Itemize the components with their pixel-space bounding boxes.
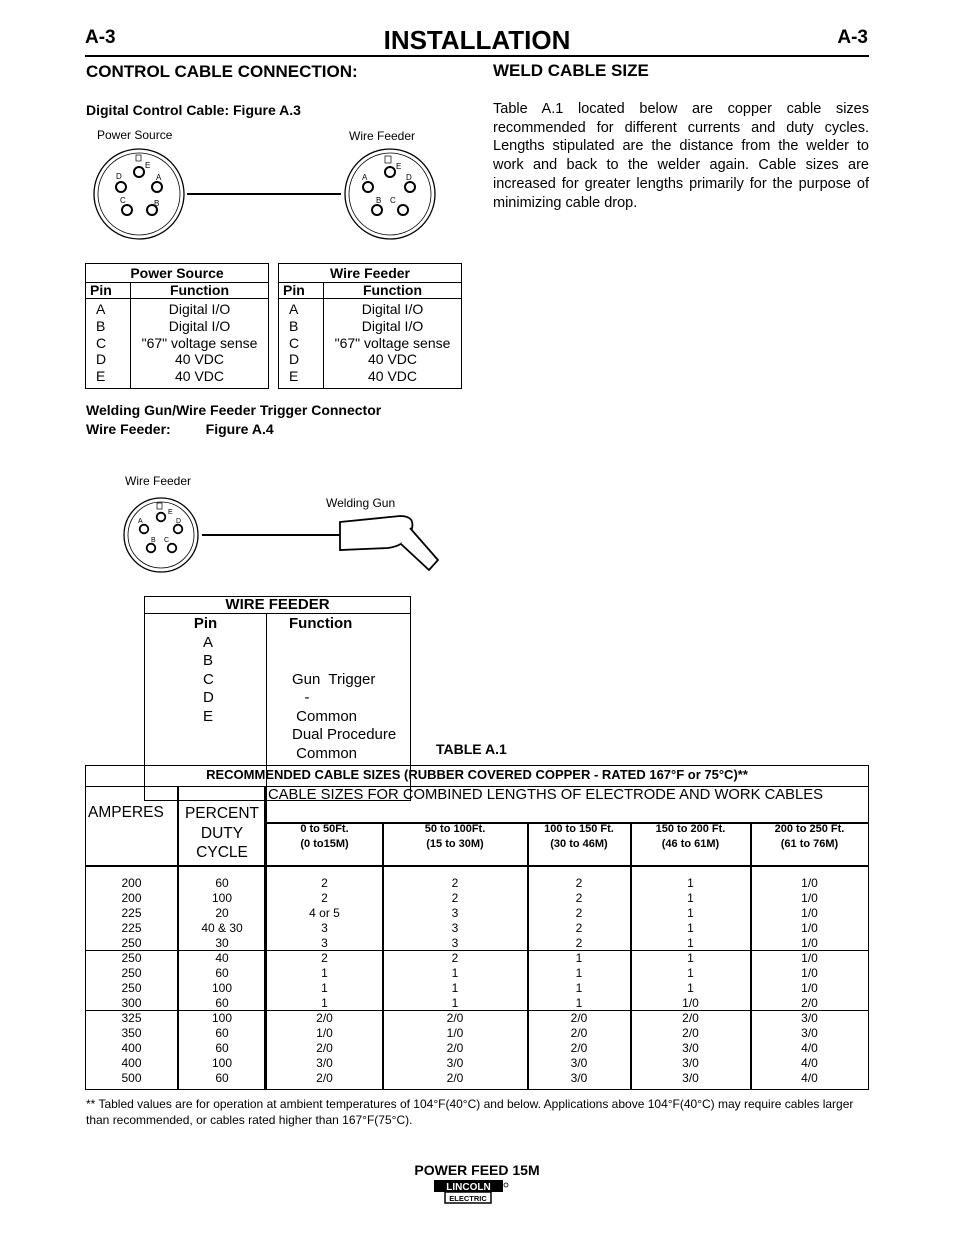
ps-col-function: Function — [131, 283, 269, 299]
table-value: 3/0 — [316, 1056, 333, 1070]
table-value: 250 — [121, 936, 142, 950]
col-percent-duty-cycle: PERCENT DUTY CYCLE — [184, 805, 260, 861]
table-cell-group1-c4 — [631, 876, 750, 951]
table-value: 2 — [321, 876, 328, 890]
fig4-pin-d: D — [176, 518, 182, 525]
wire-feeder-label: Wire Feeder — [349, 129, 416, 143]
table-value: 1/0 — [316, 1026, 333, 1040]
table-value: 2 — [575, 891, 583, 905]
logo-bottom-text: ELECTRIC — [449, 1194, 487, 1203]
figure-a4-caption: Wire Feeder: Figure A.4 — [86, 421, 274, 437]
table-value: 2/0 — [801, 996, 818, 1010]
page-number-right: A-3 — [837, 27, 868, 48]
table-value: 1 — [687, 966, 694, 980]
wf-col-function: Function — [324, 283, 462, 299]
table-cell-group1-c2 — [383, 876, 527, 951]
wf-pin-d: D — [406, 173, 412, 182]
table-a1-caption: TABLE A.1 — [436, 741, 507, 757]
figure-a3-connector-diagram — [85, 140, 445, 245]
power-source-pin-table — [85, 263, 269, 389]
table-cell-group1-c1 — [267, 876, 382, 951]
table-value: 250 — [121, 981, 142, 995]
trigger-pin-cell: A B C D E — [145, 634, 267, 801]
table-value: 40 & 30 — [201, 921, 243, 935]
table-value: 3/0 — [570, 1071, 588, 1085]
table-value: 100 — [211, 1011, 233, 1025]
table-value: 4/0 — [801, 1041, 818, 1055]
wf-pin-a: A — [362, 173, 368, 182]
col-amperes: AMPERES — [88, 804, 164, 821]
table-value: 2 — [575, 876, 583, 890]
wf-pin-b: B — [376, 196, 382, 205]
table-value: 300 — [121, 996, 142, 1010]
table-value: 2/0 — [316, 1011, 333, 1025]
table-value: 1 — [575, 981, 583, 995]
table-value: 3 — [451, 921, 459, 935]
trigger-connector-heading: Welding Gun/Wire Feeder Trigger Connector — [86, 402, 382, 418]
table-value: 100 — [211, 891, 233, 905]
ps-pin-a: A — [156, 173, 162, 182]
table-value: 1 — [687, 921, 694, 935]
table-value: 3 — [321, 921, 328, 935]
figure-a3-caption: Digital Control Cable: Figure A.3 — [86, 102, 301, 118]
table-value: 350 — [121, 1026, 142, 1040]
fig4-pin-a: A — [138, 518, 143, 525]
table-value: 3 — [451, 936, 459, 950]
trigger-col-pin: Pin — [145, 614, 267, 634]
table-value: 60 — [215, 966, 229, 980]
table-value: 1/0 — [801, 966, 818, 980]
table-value: 60 — [215, 1071, 229, 1085]
table-value: 1 — [575, 966, 583, 980]
table-value: 3/0 — [801, 1011, 818, 1025]
table-value: 2 — [451, 951, 459, 965]
table-value: 1 — [575, 951, 583, 965]
table-value: 1/0 — [801, 876, 818, 890]
table-value: 1/0 — [801, 906, 818, 920]
table-value: 3/0 — [682, 1056, 699, 1070]
power-source-label: Power Source — [97, 128, 173, 142]
table-cell-group2-c5 — [751, 951, 868, 1011]
table-value: 1 — [575, 996, 583, 1010]
ps-function-cell: Digital I/O Digital I/O "67" voltage sense 40 VDC 40 VDC — [141, 301, 258, 385]
weld-cable-heading: WELD CABLE SIZE — [493, 61, 649, 80]
table-cell-group3-c5 — [751, 1011, 868, 1086]
table-value: 1 — [451, 966, 459, 980]
table-value: 1/0 — [801, 951, 818, 965]
table-value: 1 — [321, 981, 328, 995]
page-number-left: A-3 — [85, 27, 116, 48]
len-col-3: 100 to 150 Ft. (30 to 46M) — [544, 823, 614, 850]
wf-pin-e: E — [396, 162, 402, 171]
table-value: 30 — [215, 936, 229, 950]
table-value: 225 — [121, 921, 142, 935]
table-cell-group3-c4 — [631, 1011, 750, 1086]
ps-table-title: Power Source — [86, 264, 269, 283]
product-name: POWER FEED 15M — [414, 1162, 540, 1178]
table-value: 100 — [211, 1056, 233, 1070]
table-value: 1/0 — [446, 1026, 464, 1040]
table-value: 3 — [451, 906, 459, 920]
group-header: CABLE SIZES FOR COMBINED LENGTHS OF ELECTRODE AND WORK CABLES — [268, 787, 823, 803]
table-value: 2 — [575, 936, 583, 950]
fig4-pin-b: B — [151, 537, 156, 544]
table-value: 1 — [451, 996, 459, 1010]
table-cell-group2-duty — [179, 951, 265, 1011]
table-value: 3/0 — [446, 1056, 464, 1070]
table-value: 2/0 — [682, 1026, 699, 1040]
ps-pin-b: B — [154, 199, 160, 208]
table-value: 250 — [121, 966, 142, 980]
fig4-connector — [124, 498, 198, 572]
table-value: 1/0 — [801, 936, 818, 950]
wire-feeder-connector — [345, 149, 435, 239]
table-value: 2/0 — [316, 1071, 333, 1085]
table-value: 1 — [687, 936, 694, 950]
wf-col-pin: Pin — [279, 283, 324, 299]
table-cell-group1-amperes — [86, 876, 177, 951]
table-value: 325 — [121, 1011, 142, 1025]
table-value: 1 — [687, 981, 694, 995]
table-value: 2/0 — [570, 1026, 588, 1040]
table-value: 4 or 5 — [309, 906, 340, 920]
len-col-1: 0 to 50Ft. (0 to15M) — [300, 823, 349, 850]
weld-cable-paragraph: Table A.1 located below are copper cable sizes recommended for different currents and duty cycles. Lengths stipulated are the distance from the welder to work and back to the welder again. Cable sizes are increased for greater lengths primarily for the purpose of minimizing cable drop. — [493, 101, 869, 211]
table-value: 2 — [321, 951, 328, 965]
table-value: 250 — [121, 951, 142, 965]
len-col-2: 50 to 100Ft. (15 to 30M) — [424, 823, 486, 850]
table-value: 2/0 — [316, 1041, 333, 1055]
fig4-wire-feeder-label: Wire Feeder — [125, 474, 192, 488]
ps-pin-e: E — [145, 161, 151, 170]
table-value: 2/0 — [446, 1071, 464, 1085]
wf-function-cell: Digital I/O Digital I/O "67" voltage sense 40 VDC 40 VDC — [334, 301, 451, 385]
lincoln-electric-logo — [433, 1179, 510, 1205]
table-value: 1 — [451, 981, 459, 995]
table-value: 1/0 — [801, 921, 818, 935]
wire-feeder-pin-table — [278, 263, 462, 389]
ps-pin-d: D — [116, 172, 122, 181]
table-cell-group2-amperes — [86, 951, 177, 1011]
table-value: 400 — [121, 1041, 142, 1055]
table-cell-group2-c2 — [383, 951, 527, 1011]
table-value: 1/0 — [801, 981, 818, 995]
table-value: 60 — [215, 1026, 229, 1040]
table-cell-group2-c1 — [267, 951, 382, 1011]
table-value: 60 — [215, 1041, 229, 1055]
header-rule — [85, 55, 869, 57]
table-value: 1 — [321, 966, 328, 980]
table-value: 100 — [211, 981, 233, 995]
logo-top-text: LINCOLN — [446, 1182, 491, 1193]
table-value: 500 — [121, 1071, 142, 1085]
fig4-pin-e: E — [168, 509, 173, 516]
table-cell-group3-c2 — [383, 1011, 527, 1086]
power-source-connector — [94, 149, 184, 239]
table-value: 60 — [215, 876, 229, 890]
len-col-4: 150 to 200 Ft. (46 to 61M) — [655, 823, 726, 850]
table-value: 1 — [687, 891, 694, 905]
table-cell-group2-c4 — [631, 951, 750, 1011]
table-cell-group3-c3 — [528, 1011, 630, 1086]
table-value: 1/0 — [682, 996, 699, 1010]
table-value: 4/0 — [801, 1071, 818, 1085]
table-value: 1 — [687, 906, 694, 920]
table-cell-group1-duty — [179, 876, 265, 951]
table-cell-group1-c5 — [751, 876, 868, 951]
page-title: INSTALLATION — [383, 25, 571, 55]
table-value: 3 — [321, 936, 328, 950]
trigger-table-title: WIRE FEEDER — [145, 597, 411, 614]
table-value: 2/0 — [682, 1011, 699, 1025]
table-value: 40 — [215, 951, 229, 965]
ps-pin-c: C — [120, 196, 126, 205]
table-footnote: ** Tabled values are for operation at ambient temperatures of 104°F(40°C) and below. Applications above 104°F(40°C) may require cables larger than recommended, or cables rated higher than 167°F(75°C). — [86, 1097, 854, 1127]
control-cable-heading: CONTROL CABLE CONNECTION: — [86, 62, 358, 81]
table-cell-group3-amperes — [86, 1011, 177, 1086]
table-value: 2/0 — [570, 1011, 588, 1025]
table-value: 2 — [575, 906, 583, 920]
table-value: 1 — [321, 996, 328, 1010]
table-value: 2 — [321, 891, 328, 905]
table-value: 20 — [215, 906, 229, 920]
wf-pin-c: C — [390, 196, 396, 205]
table-value: 2/0 — [446, 1041, 464, 1055]
table-value: 2/0 — [446, 1011, 464, 1025]
table-value: 400 — [121, 1056, 142, 1070]
len-col-5: 200 to 250 Ft. (61 to 76M) — [774, 823, 845, 850]
table-a1-title: RECOMMENDED CABLE SIZES (RUBBER COVERED COPPER - RATED 167°F or 75°C)** — [86, 766, 868, 787]
table-cell-group2-c3 — [528, 951, 630, 1011]
table-value: 3/0 — [801, 1026, 818, 1040]
table-a1-frame — [85, 765, 869, 1090]
table-value: 4/0 — [801, 1056, 818, 1070]
fig4-pin-c: C — [164, 537, 170, 544]
table-value: 3/0 — [570, 1056, 588, 1070]
table-value: 200 — [121, 876, 142, 890]
figure-a4-trigger-diagram — [120, 490, 445, 580]
table-value: 1/0 — [801, 891, 818, 905]
table-value: 2 — [451, 876, 459, 890]
table-value: 225 — [121, 906, 142, 920]
table-cell-group1-c3 — [528, 876, 630, 951]
fig4-welding-gun-label: Welding Gun — [326, 496, 396, 510]
wf-pin-cell: A B C D E — [279, 299, 324, 389]
table-value: 3/0 — [682, 1041, 699, 1055]
table-value: 1 — [687, 951, 694, 965]
table-cell-group3-duty — [179, 1011, 265, 1086]
welding-gun-icon — [340, 516, 438, 570]
ps-pin-cell: A B C D E — [86, 299, 131, 389]
table-value: 2 — [451, 891, 459, 905]
table-value: 2/0 — [570, 1041, 588, 1055]
table-value: 3/0 — [682, 1071, 699, 1085]
ps-col-pin: Pin — [86, 283, 131, 299]
trigger-function-cell: Gun Trigger - Common Dual Procedure Common — [292, 670, 397, 762]
table-cell-group3-c1 — [267, 1011, 382, 1086]
table-value: 1 — [687, 876, 694, 890]
table-value: 60 — [215, 996, 229, 1010]
hline-header — [86, 865, 868, 867]
table-value: 200 — [121, 891, 142, 905]
trigger-col-function: Function — [289, 615, 353, 632]
wf-table-title: Wire Feeder — [279, 264, 462, 283]
table-value: 2 — [575, 921, 583, 935]
